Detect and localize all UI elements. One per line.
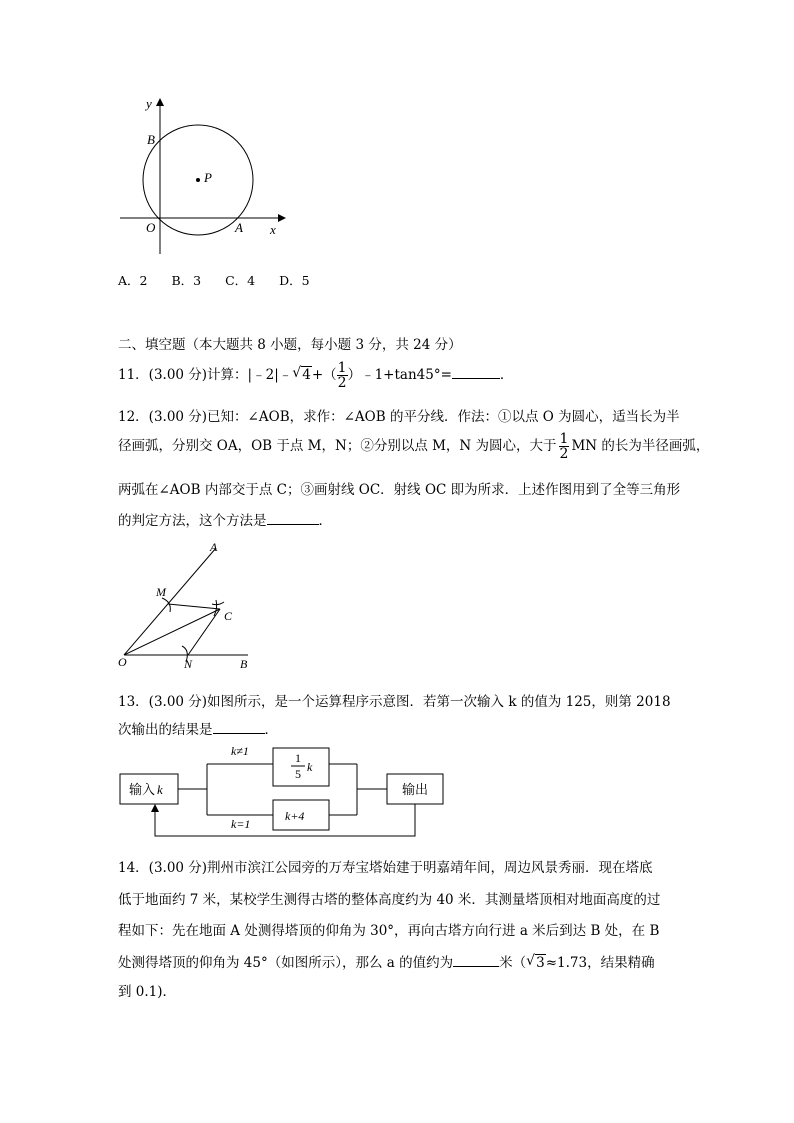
arc-c1 [212,602,224,605]
cond-ne-label: k≠1 [231,744,249,758]
option-b: B．3 [171,273,202,288]
op1-k: k [307,760,313,774]
question-14-line-2: 低于地面约 7 米，某校学生测得古塔的整体高度约为 40 米．其测量塔顶相对地面高度的过 [118,892,661,908]
label-a: A [235,220,243,235]
op1-num: 1 [295,751,301,765]
label-m: M [156,585,166,599]
sqrt-3: √ 3 [526,955,546,971]
question-12-line-3: 两弧在∠AOB 内部交于点 C；③画射线 OC．射线 OC 即为所求．上述作图用到了全等三角形 [118,482,681,498]
label-n: N [184,657,193,671]
y-axis-arrow [156,98,164,106]
answer-blank-12 [267,524,319,525]
question-12-line-1: 12．(3.00 分)已知：∠AOB，求作：∠AOB 的平分线．作法：①以点 O 为圆心，适当长为半 [118,409,680,425]
input-label: 输入 k [129,782,163,797]
answer-blank-11 [452,378,500,379]
question-11: 11．(3.00 分)计算：|﹣2|﹣√ 4+（ $\frac{1}{2}$ ）﹣1+tan45°= ． [118,361,513,390]
label-b: B [147,132,155,147]
angle-bisector-figure [112,536,262,671]
answer-blank-13 [213,733,265,734]
question-13-line-2: 次输出的结果是 ． [118,722,278,738]
label-o: O [146,220,156,235]
ray-oa [124,548,216,655]
label-a2: A [210,540,218,554]
section-heading: 二、填空题（本大题共 8 小题，每小题 3 分，共 24 分） [118,337,462,353]
segment-nc [188,609,220,655]
output-label: 输出 [402,782,429,797]
label-p: P [204,170,212,185]
fraction-half-12: $\frac{1}{2}$ [559,431,569,462]
option-c: C．4 [225,273,256,288]
question-14-line-3: 程如下：先在地面 A 处测得塔顶的仰角为 30°，再向古塔方向行进 a 米后到达 B 处，在 B [118,923,660,939]
feedback-arrow [151,804,159,812]
label-c: C [224,609,233,623]
option-a: A．2 [118,273,148,288]
question-14-line-4: 处测得塔顶的仰角为 45°（如图所示），那么 a 的值约为 米（√ 3≈1.73，结果精确 [118,951,655,971]
label-o2: O [118,655,127,669]
label-y: y [146,96,152,111]
x-axis-arrow [278,214,286,222]
flowchart [115,740,450,840]
sqrt-4: √ 4 [292,367,312,383]
op1-box [273,748,329,786]
question-13-line-1: 13．(3.00 分)如图所示，是一个运算程序示意图．若第一次输入 k 的值为 125，则第 2018 [118,694,671,710]
q10-options [118,271,310,289]
question-14-line-5: 到 0.1)． [118,984,177,1000]
label-b2: B [240,657,248,671]
op1-den: 5 [295,767,301,781]
circle-coordinate-figure [110,92,290,262]
op2-label: k+4 [285,809,305,823]
center-point-p [196,178,200,182]
question-12-line-4: 的判定方法，这个方法是 ． [118,513,332,529]
question-14-line-1: 14．(3.00 分)荆州市滨江公园旁的万寿宝塔始建于明嘉靖年间，周边风景秀丽．现在塔底 [118,860,653,876]
question-12-line-2: 径画弧，分别交 OA，OB 于点 M，N；②分别以点 M，N 为圆心，大于 $\frac{1}{2}$ MN 的长为半径画弧， [118,431,710,462]
answer-blank-14 [453,966,499,967]
segment-mc [168,604,220,609]
option-d: D．5 [279,273,310,288]
label-x: x [270,222,276,237]
fraction-half: $\frac{1}{2}$ [337,360,347,391]
ray-oc [124,609,220,655]
cond-eq-label: k=1 [231,817,251,831]
